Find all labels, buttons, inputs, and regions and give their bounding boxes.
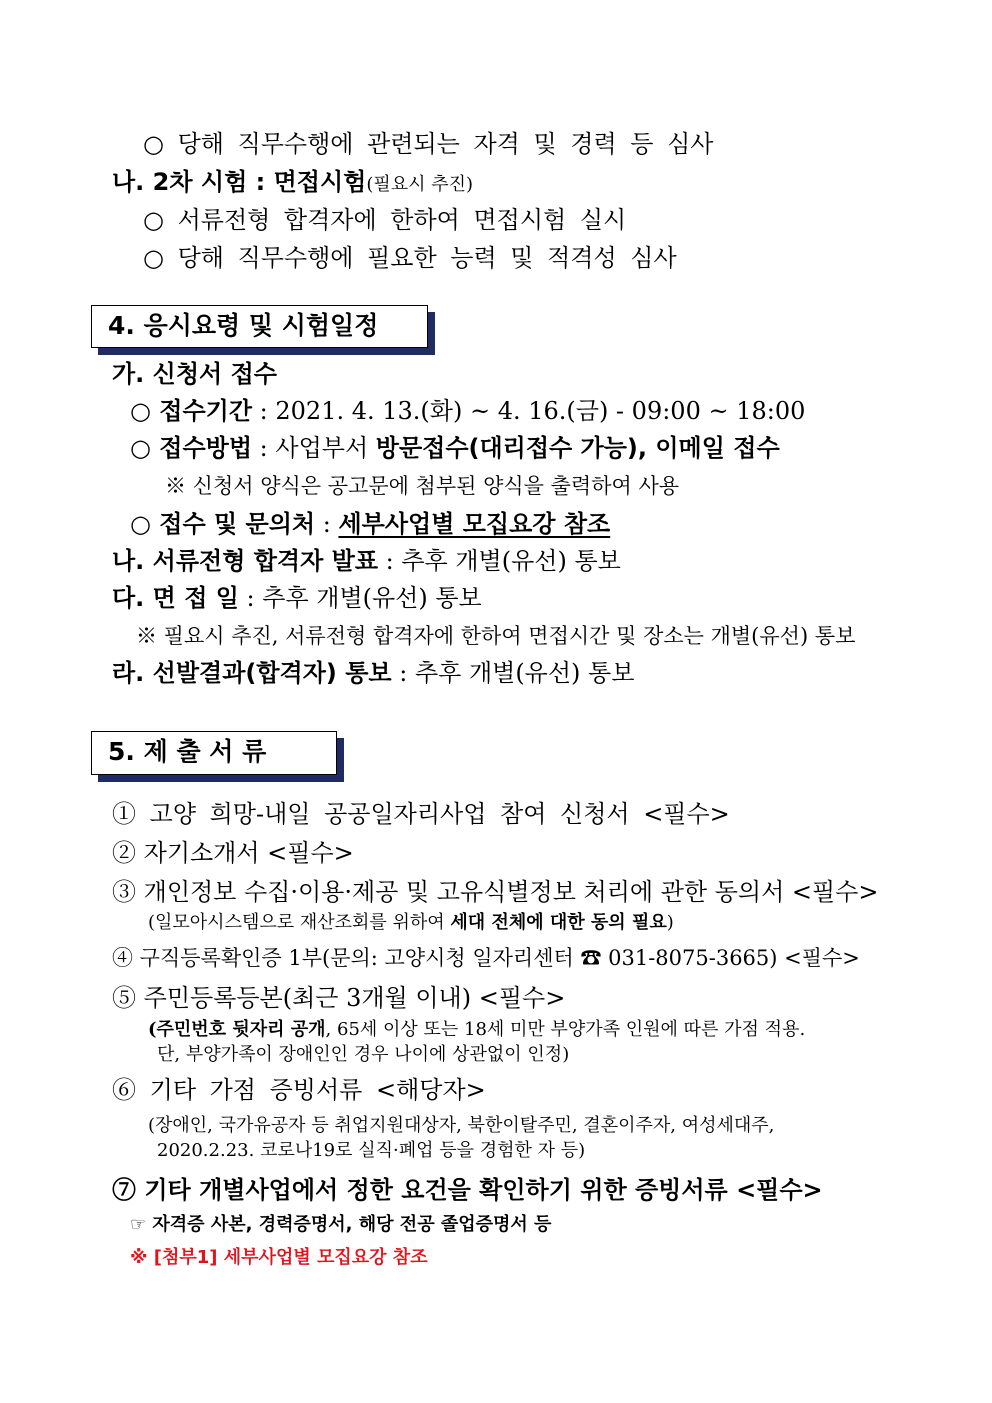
doc-item-1: ① 고양 희망-내일 공공일자리사업 참여 신청서 <필수> [112,800,730,828]
interview-date-value: : 추후 개별(유선) 통보 [238,584,482,612]
doc-item-6: ⑥ 기타 가점 증빙서류 <해당자> [112,1076,486,1104]
doc-item-3: ③ 개인정보 수집·이용·제공 및 고유식별정보 처리에 관한 동의서 <필수> [112,878,879,906]
method-line [130,436,780,460]
interview-note: ※ 필요시 추진, 서류전형 합격자에 한하여 면접시간 및 장소는 개별(유선) 통보 [136,624,856,648]
doc-item-5-note-2: 단, 부양가족이 장애인인 경우 나이에 상관없이 인정) [157,1044,570,1065]
second-exam-line [112,170,473,194]
doc-item-3-note-a: (일모아시스템으로 재산조회를 위하여 [148,912,451,933]
interview-date-label: 다. 면 접 일 [112,584,239,612]
doc-item-3-note-c: ) [666,912,674,933]
method-note: ※ 신청서 양식은 공고문에 첨부된 양식을 출력하여 사용 [165,474,680,498]
doc-item-5-note-b: , 65세 이상 또는 18세 미만 부양가족 인원에 따른 가점 적용. [325,1019,806,1040]
contact-value: 세부사업별 모집요강 참조 [338,510,611,538]
final-result-line [112,661,634,685]
attachment-reference: ※ [첨부1] 세부사업별 모집요강 참조 [130,1247,428,1268]
second-exam-type: 면접시험 [273,168,367,196]
doc-item-6-note-1: (장애인, 국가유공자 등 취업지원대상자, 북한이탈주민, 결혼이주자, 여성세대주, [148,1115,775,1136]
method-sep: : 사업부서 [252,434,376,462]
doc-item-5-note-1 [148,1021,805,1039]
interview-line-2: ○ 당해 직무수행에 필요한 능력 및 적격성 심사 [143,244,677,272]
period-label: ○ 접수기간 [130,397,253,425]
section-4-title: 4. 응시요령 및 시험일정 [91,305,428,348]
document-result-label: 나. 서류전형 합격자 발표 [112,547,379,575]
section-5-title: 5. 제 출 서 류 [91,731,337,775]
method-value: 방문접수(대리접수 가능), 이메일 접수 [375,434,780,462]
doc-item-7: ⑦ 기타 개별사업에서 정한 요건을 확인하기 위한 증빙서류 <필수> [112,1175,823,1204]
doc-item-2: ② 자기소개서 <필수> [112,839,354,867]
doc-item-3-note [148,914,674,932]
contact-sep: : [315,510,339,538]
final-result-value: : 추후 개별(유선) 통보 [391,659,635,687]
application-heading: 가. 신청서 접수 [112,360,277,388]
document-result-value: : 추후 개별(유선) 통보 [378,547,621,575]
period-value: : 2021. 4. 13.(화) ~ 4. 16.(금) - 09:00 ~ 18:00 [252,397,806,425]
doc-item-3-note-b: 세대 전체에 대한 동의 필요 [450,912,667,933]
interview-date-line [112,586,482,610]
doc-item-4: ④ 구직등록확인증 1부(문의: 고양시청 일자리센터 ☎ 031-8075-3665) <필수> [112,946,860,970]
contact-line [130,512,610,536]
contact-label: ○ 접수 및 문의처 [130,510,316,538]
period-line [130,399,805,423]
doc-item-5: ⑤ 주민등록등본(최근 3개월 이내) <필수> [112,984,566,1012]
doc-item-5-note-a: (주민번호 뒷자리 공개 [148,1019,326,1040]
doc-item-7-note: ☞ 자격증 사본, 경력증명서, 해당 전공 졸업증명서 등 [130,1214,552,1235]
criteria-line-1: ○ 당해 직무수행에 관련되는 자격 및 경력 등 심사 [143,130,714,158]
second-exam-label: 나. 2차 시험 : [112,168,274,196]
second-exam-note: (필요시 추진) [366,174,474,195]
doc-item-6-note-2: 2020.2.23. 코로나19로 실직·폐업 등을 경험한 자 등) [157,1140,586,1161]
interview-line-1: ○ 서류전형 합격자에 한하여 면접시험 실시 [143,206,627,234]
method-label: ○ 접수방법 [130,434,253,462]
final-result-label: 라. 선발결과(합격자) 통보 [112,659,392,687]
document-result-line [112,549,621,573]
